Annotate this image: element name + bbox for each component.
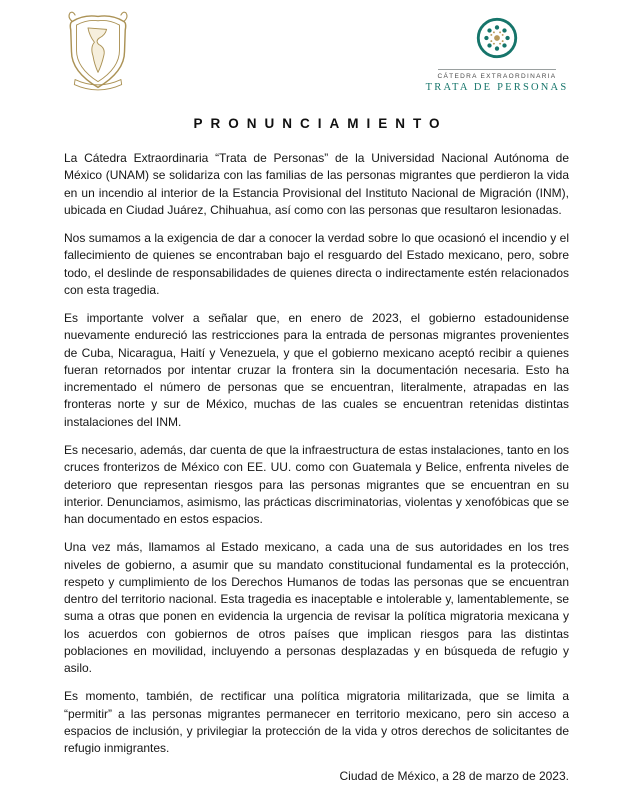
body-paragraph-4: Es necesario, además, dar cuenta de que la infraestructura de estas instalaciones, tanto en los cruces fronterizos de México con EE. UU. como con Guatemala y Belice, enfrenta niveles de deterioro que representan riesgos para las personas migrantes que se encuentran en su interior. Denunciamos, asimismo, las prácticas discriminatorias, violentas y xenofóbicas que se han documentado en estos espacios.	[64, 442, 569, 527]
document-body	[0, 131, 633, 783]
catedra-logo-block	[413, 14, 581, 93]
body-paragraph-6: Es momento, también, de rectificar una política migratoria militarizada, que se limita a “permitir” a las personas migrantes permanecer en territorio mexicano, pero sin acceso a espacios de inclusión, y privilegiar la protección de la vida y otros derechos de solicitantes de refugio inmigrantes.	[64, 689, 569, 756]
catedra-logo-subtitle: CÁTEDRA EXTRAORDINARIA	[438, 69, 557, 80]
document-header	[0, 0, 633, 96]
dateline: Ciudad de México, a 28 de marzo de 2023.	[339, 768, 569, 783]
catedra-logo-title: TRATA DE PERSONAS	[425, 82, 569, 93]
body-paragraph-3: Es importante volver a señalar que, en enero de 2023, el gobierno estadounidense nuevamente endureció las restricciones para la entrada de personas migrantes provenientes de Cuba, Nicaragua, Haití y Venezuela, y que el gobierno mexicano aceptó recibir a quienes fueran retornados por intentar cruzar la frontera sin la documentación necesaria. Esto ha incrementado el número de personas que se encuentran, literalmente, atrapadas en las fronteras norte y sur de México, muchas de las cuales se encuentran retenidas distintas instalaciones del INM.	[64, 311, 569, 429]
catedra-circle-logo-icon	[473, 14, 521, 62]
body-paragraph-2: Nos sumamos a la exigencia de dar a conocer la verdad sobre lo que ocasionó el incendio y el fallecimiento de quienes se encontraban bajo el resguardo del Estado mexicano, pero, sobre todo, el deslinde de responsabilidades de quienes directa o indirectamente estén relacionados con esta tragedia.	[64, 231, 569, 297]
document-title: PRONUNCIAMIENTO	[193, 116, 448, 131]
body-paragraph-5: Una vez más, llamamos al Estado mexicano, a cada una de sus autoridades en los tres niveles de gobierno, a asumir que su mandato constitucional fundamental es la protección, respeto y cumplimiento de los Derechos Humanos de todas las personas que se encuentran dentro del territorio nacional. Esta tragedia es inaceptable e intolerable y, lamentablemente, se suma a otras que ponen en evidencia la urgencia de revisar la política migratoria mexicana y los acuerdos con gobiernos de otros países que implican riesgos para las distintas poblaciones en movilidad, incluyendo a personas desplazadas y en búsqueda de refugio y asilo.	[64, 540, 569, 676]
body-paragraph-1: La Cátedra Extraordinaria “Trata de Personas” de la Universidad Nacional Autónoma de México (UNAM) se solidariza con las familias de las personas migrantes que perdieron la vida en un incendio al interior de la Estancia Provisional del Instituto Nacional de Migración (INM), ubicada en Ciudad Juárez, Chihuahua, así como con las personas que resultaron lesionadas.	[64, 151, 569, 217]
unam-shield-logo-icon	[62, 10, 134, 96]
